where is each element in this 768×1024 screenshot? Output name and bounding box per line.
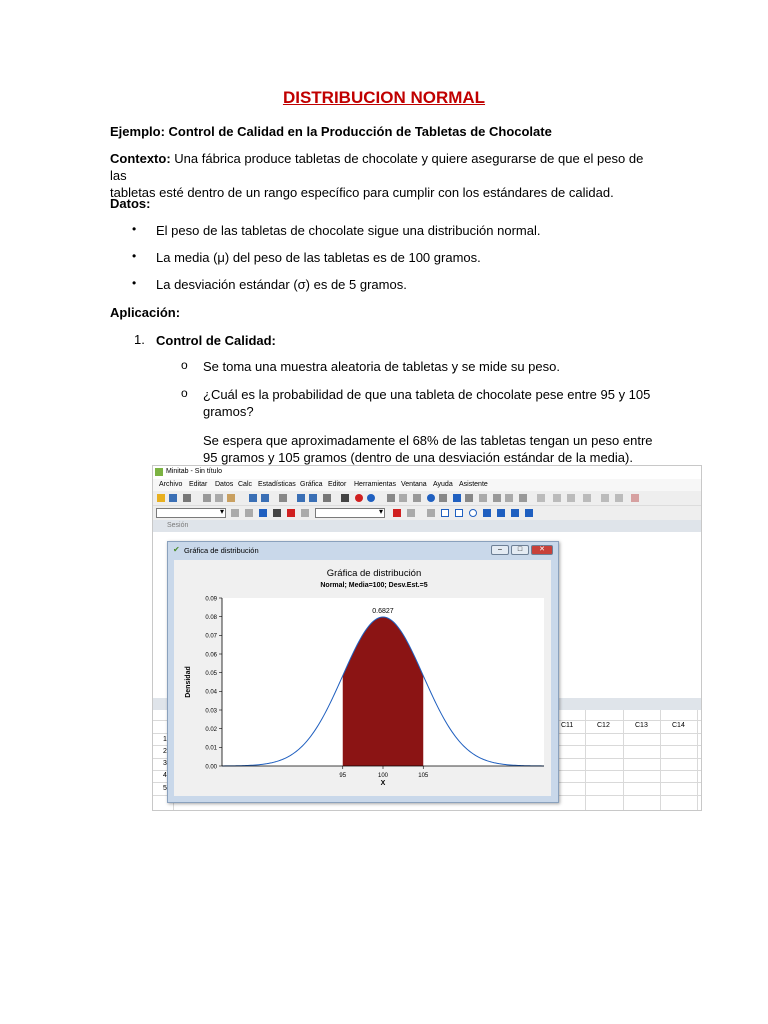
menu-ventana[interactable]: Ventana [401, 481, 427, 488]
graph-window-icon: ✔ [173, 545, 180, 554]
bullet-marker: • [132, 276, 137, 290]
grid-line [697, 710, 698, 810]
polyline-tool-icon[interactable] [497, 509, 505, 517]
datos-heading: Datos: [110, 196, 151, 211]
select-icon[interactable] [245, 509, 253, 517]
worksheet-icon[interactable] [399, 494, 407, 502]
add-icon[interactable] [615, 494, 623, 502]
paste-icon[interactable] [227, 494, 235, 502]
y-tick-label: 0.02 [205, 726, 217, 733]
eraser-icon[interactable] [631, 494, 639, 502]
document-title: DISTRIBUCION NORMAL [282, 88, 486, 107]
arrow-tool-icon[interactable] [427, 509, 435, 517]
menu-ayuda[interactable]: Ayuda [433, 481, 453, 488]
flag-icon[interactable] [287, 509, 295, 517]
sub-item-question [203, 386, 663, 420]
y-tick-label: 0.06 [205, 652, 217, 659]
context-paragraph [110, 150, 660, 201]
arrow-down-icon[interactable] [309, 494, 317, 502]
sub-item: Se toma una muestra aleatoria de tabletas y se mide su peso. [203, 359, 560, 374]
expectation-line1: Se espera que aproximadamente el 68% de las tabletas tengan un peso entre [203, 433, 653, 448]
save-icon[interactable] [169, 494, 177, 502]
bullet-marker: • [132, 249, 137, 263]
sub-bullet-marker: o [181, 358, 188, 372]
print-icon[interactable] [183, 494, 191, 502]
y-tick-label: 0.00 [205, 764, 217, 771]
x-tick-label: 95 [339, 773, 347, 779]
menu-editor[interactable]: Editor [328, 481, 347, 488]
context-text-line2: tabletas esté dentro de un rango específico para cumplir con los estándares de calidad. [110, 185, 614, 200]
undo-icon[interactable] [249, 494, 257, 502]
list-number: 1. [134, 332, 145, 347]
grid-line [585, 710, 586, 810]
expectation-paragraph [203, 432, 663, 466]
brush-icon[interactable] [519, 494, 527, 502]
toolbar-graph [153, 506, 701, 521]
project-icon[interactable] [453, 494, 461, 502]
bullet-item: La media (μ) del peso de las tabletas es de 100 gramos. [156, 250, 481, 265]
y-axis-label: Densidad [185, 666, 192, 698]
cut-icon[interactable] [203, 494, 211, 502]
x-tick-label: 105 [418, 773, 429, 779]
text-tool-icon[interactable] [441, 509, 449, 517]
move-icon[interactable] [601, 494, 609, 502]
menu-herramientas[interactable]: Herramientas [354, 481, 397, 488]
bullet-item: La desviación estándar (σ) es de 5 gramos. [156, 277, 407, 292]
minitab-window-title: Minitab - Sin título [166, 468, 223, 475]
column-header-c12[interactable]: C12 [597, 722, 610, 729]
menu-calc[interactable]: Calc [238, 481, 253, 488]
arrow-up-icon[interactable] [297, 494, 305, 502]
shaded-probability-label: 0.6827 [372, 608, 394, 616]
session-icon[interactable] [387, 494, 395, 502]
question-line2: gramos? [203, 404, 254, 419]
cancel-icon[interactable] [355, 494, 363, 502]
find-icon[interactable] [323, 494, 331, 502]
menu-archivo[interactable]: Archivo [159, 481, 183, 488]
x-tick-label: 100 [377, 773, 389, 779]
redo-icon[interactable] [261, 494, 269, 502]
minitab-logo-icon [155, 468, 163, 476]
toolbar-standard [153, 491, 701, 506]
aplicacion-heading: Aplicación: [110, 305, 181, 320]
polygon-tool-icon[interactable] [511, 509, 519, 517]
open-icon[interactable] [157, 494, 165, 502]
help-icon[interactable] [367, 494, 375, 502]
minitab-titlebar [153, 466, 701, 479]
column-header-c13[interactable]: C13 [635, 722, 648, 729]
info-icon[interactable] [427, 494, 435, 502]
ellipse-tool-icon[interactable] [469, 509, 477, 517]
session-header [153, 520, 701, 532]
minitab-menubar [153, 479, 701, 491]
crosshair-icon[interactable] [273, 509, 281, 517]
copy-icon[interactable] [215, 494, 223, 502]
y-tick-label: 0.04 [205, 689, 217, 696]
close-all-icon[interactable] [493, 494, 501, 502]
y-tick-label: 0.08 [205, 614, 217, 621]
zoom-icon[interactable] [301, 509, 309, 517]
menu-grafica[interactable]: Gráfica [300, 481, 323, 488]
question-line1: ¿Cuál es la probabilidad de que una tableta de chocolate pese entre 95 y 105 [203, 387, 651, 402]
insert-icon[interactable] [553, 494, 561, 502]
chart-title: Gráfica de distribución [326, 568, 422, 579]
context-label: Contexto: [110, 151, 171, 166]
column-combo[interactable] [156, 508, 226, 518]
close-x-icon[interactable] [393, 509, 401, 517]
binoculars-icon[interactable] [341, 494, 349, 502]
row-header[interactable]: 4 [163, 772, 167, 779]
maximize-button[interactable]: □ [511, 545, 529, 555]
formula-icon[interactable] [537, 494, 545, 502]
grid-line [623, 710, 624, 810]
row-header[interactable]: 1 [163, 736, 167, 743]
bullet-marker: • [132, 222, 137, 236]
graph-icon[interactable] [413, 494, 421, 502]
menu-editar[interactable]: Editar [189, 481, 208, 488]
menu-estadisticas[interactable]: Estadísticas [258, 481, 296, 488]
graph-area [174, 560, 551, 796]
y-tick-label: 0.09 [205, 596, 217, 603]
report-icon[interactable] [439, 494, 447, 502]
marker-tool-icon[interactable] [525, 509, 533, 517]
table-icon[interactable] [505, 494, 513, 502]
rectangle-tool-icon[interactable] [455, 509, 463, 517]
column-header-c14[interactable]: C14 [672, 722, 685, 729]
bullet-item: El peso de las tabletas de chocolate sigue una distribución normal. [156, 223, 541, 238]
grid-line [660, 710, 661, 810]
example-heading: Ejemplo: Control de Calidad en la Producción de Tabletas de Chocolate [110, 124, 552, 139]
tile-icon[interactable] [479, 494, 487, 502]
edit-icon[interactable] [583, 494, 591, 502]
y-tick-label: 0.03 [205, 708, 217, 715]
chart-subtitle: Normal; Media=100; Desv.Est.=5 [320, 582, 428, 589]
sub-bullet-marker: o [181, 386, 188, 400]
x-axis-label: X [380, 780, 386, 787]
link-icon[interactable] [567, 494, 575, 502]
expectation-line2: 95 gramos y 105 gramos (dentro de una desviación estándar de la media). [203, 450, 633, 465]
y-tick-label: 0.05 [205, 670, 217, 677]
row-header[interactable]: 5 [163, 785, 167, 792]
window-icon[interactable] [279, 494, 287, 502]
menu-datos[interactable]: Datos [215, 481, 234, 488]
context-text-line1: Una fábrica produce tabletas de chocolate y quiere asegurarse de que el peso de las [110, 151, 644, 183]
pointer-icon[interactable] [407, 509, 415, 517]
control-calidad-item: Control de Calidad: [156, 333, 276, 348]
row-header[interactable]: 2 [163, 748, 167, 755]
draw-line-icon[interactable] [259, 509, 267, 517]
minimize-button[interactable]: – [491, 545, 509, 555]
dialog-title: Gráfica de distribución [184, 546, 259, 555]
menu-asistente[interactable]: Asistente [459, 481, 488, 488]
row-header[interactable]: 3 [163, 760, 167, 767]
session-title: Sesión [167, 522, 189, 529]
y-tick-label: 0.01 [205, 745, 217, 752]
line-tool-icon[interactable] [483, 509, 491, 517]
column-header-c11[interactable]: C11 [561, 722, 574, 729]
distribution-chart [174, 560, 551, 796]
history-icon[interactable] [465, 494, 473, 502]
close-button[interactable]: ✕ [531, 545, 553, 555]
y-tick-label: 0.07 [205, 633, 217, 640]
graph-brush-icon[interactable] [231, 509, 239, 517]
graph-combo[interactable] [315, 508, 385, 518]
distribution-plot-dialog[interactable] [167, 541, 559, 803]
